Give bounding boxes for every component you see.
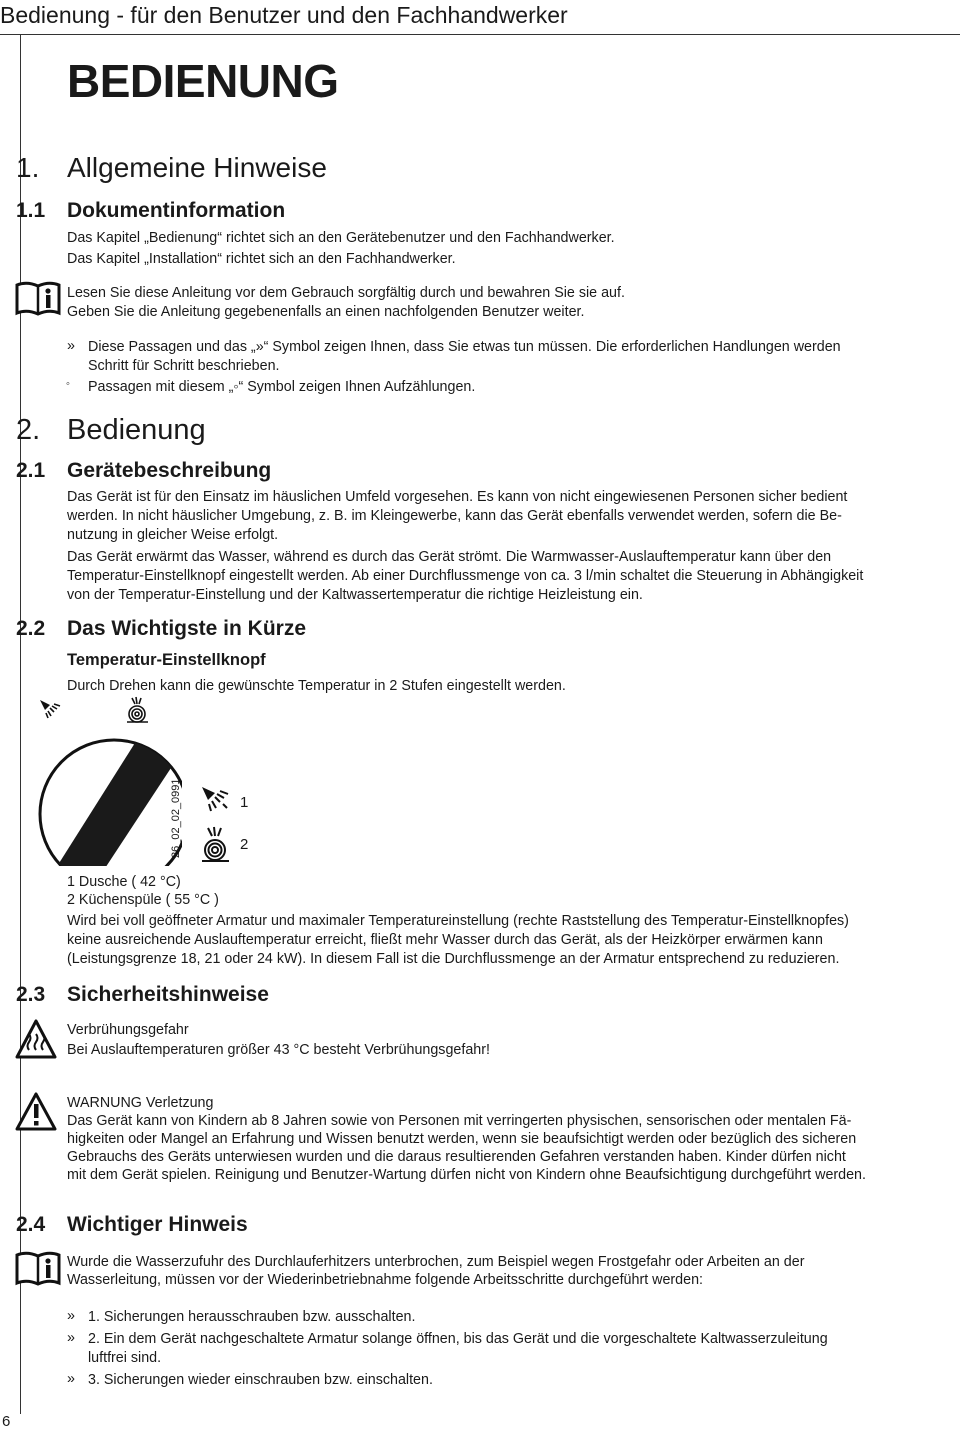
legend-item-1: 1 Dusche ( 42 °C) [67, 874, 181, 890]
knob-para-line-1: Wird bei voll geöffneter Armatur und maximaler Temperatureinstellung (rechte Raststellung des Temperatur-Einstellknopfes) [67, 913, 849, 929]
section-2-4-heading [16, 1213, 248, 1237]
bullet-1-line-1: Diese Passagen und das „»“ Symbol zeigen Ihnen, dass Sie etwas tun müssen. Die erforderlichen Handlungen werden [88, 339, 841, 355]
section-2-4-title: Wichtiger Hinweis [67, 1213, 248, 1236]
legend-number-1: 1 [240, 794, 249, 811]
step-1-mark: » [67, 1308, 75, 1324]
book-info-icon [15, 280, 61, 316]
section-2-4-number: 2.4 [16, 1213, 46, 1236]
legend-item-2: 2 Küchenspüle ( 55 °C ) [67, 892, 219, 908]
info-line-2: Geben Sie die Anleitung gegebenenfalls an einen nachfolgenden Benutzer weiter. [67, 304, 585, 320]
page-number: 6 [2, 1413, 11, 1430]
action-bullet-mark: » [67, 338, 75, 354]
section-1-title: Allgemeine Hinweise [67, 152, 327, 183]
section-2-3-heading [16, 983, 269, 1007]
injury-warning-title: WARNUNG Verletzung [67, 1095, 214, 1111]
figure-code: 26_02_02_0991 [170, 778, 182, 858]
step-3-mark: » [67, 1371, 75, 1387]
bullet-2-line: Passagen mit diesem „◦“ Symbol zeigen Ihnen Aufzählungen. [88, 379, 476, 395]
list-bullet-mark: ◦ [66, 378, 70, 390]
injury-warning-line-3: Gebrauchs des Geräts unterwiesen wurden und die daraus resultierenden Gefahren verstanden haben. Kinder dürfen nicht [67, 1149, 846, 1165]
section-2-1-number: 2.1 [16, 459, 46, 482]
device-para-2-line-3: von der Temperatur-Einstellung und der Kaltwassertemperatur die richtige Heizleistung ein. [67, 587, 643, 603]
legend-number-2: 2 [240, 836, 249, 853]
scald-warning-text: Bei Auslauftemperaturen größer 43 °C besteht Verbrühungsgefahr! [67, 1042, 490, 1058]
section-2-number: 2. [16, 414, 41, 446]
section-1-number: 1. [16, 152, 40, 183]
device-para-1-line-3: nutzung in gleicher Weise erfolgt. [67, 527, 279, 543]
section-2-2-number: 2.2 [16, 617, 46, 640]
scald-warning-title: Verbrühungsgefahr [67, 1022, 189, 1038]
important-note-line-2: Wasserleitung, müssen vor der Wiederinbetriebnahme folgende Arbeitsschritte durchgeführt werden: [67, 1272, 704, 1288]
section-2-1-title: Gerätebeschreibung [67, 459, 272, 482]
step-2-text-line-2: luftfrei sind. [88, 1350, 162, 1366]
book-info-icon-2 [15, 1250, 61, 1286]
knob-subtitle: Temperatur-Einstellknopf [67, 651, 266, 669]
section-2-2-heading [16, 617, 307, 641]
step-2-text-line-1: 2. Ein dem Gerät nachgeschaltete Armatur solange öffnen, bis das Gerät und die vorgeschaltete Kaltwasserzuleitung [88, 1331, 828, 1347]
section-2-title: Bedienung [67, 414, 206, 446]
exclamation-warning-icon [14, 1092, 58, 1132]
section-1-1-number: 1.1 [16, 199, 46, 222]
info-line-1: Lesen Sie diese Anleitung vor dem Gebrauch sorgfältig durch und bewahren Sie sie auf. [67, 285, 625, 301]
section-1-1-heading [16, 199, 286, 223]
header-title: Bedienung - für den Benutzer und den Fachhandwerker [0, 2, 568, 28]
section-1-1-title: Dokumentinformation [67, 199, 286, 222]
shower-icon [38, 698, 64, 720]
step-1-text: 1. Sicherungen herausschrauben bzw. ausschalten. [88, 1309, 416, 1325]
device-para-1-line-1: Das Gerät ist für den Einsatz im häuslichen Umfeld vorgesehen. Es kann von nicht eingewiesenen Personen sicher bedient [67, 489, 848, 505]
kitchen-sink-icon [124, 696, 150, 724]
section-2-1-heading [16, 459, 272, 483]
important-note-line-1: Wurde die Wasserzufuhr des Durchlauferhitzers unterbrochen, zum Beispiel wegen Frostgefahr oder Arbeiten an der [67, 1254, 805, 1270]
section-2-3-number: 2.3 [16, 983, 46, 1006]
section-2-2-title: Das Wichtigste in Kürze [67, 617, 307, 640]
legend-kitchen-sink-icon [198, 826, 232, 864]
main-title: BEDIENUNG [67, 55, 339, 107]
side-rule [20, 34, 21, 1414]
bullet-1-line-2: Schritt für Schritt beschrieben. [88, 358, 280, 374]
step-3-text: 3. Sicherungen wieder einschrauben bzw. einschalten. [88, 1372, 433, 1388]
injury-warning-line-2: higkeiten oder Mangel an Erfahrung und Wissen benutzt werden, wenn sie beaufsichtigt werden oder bezüglich des sicheren [67, 1131, 857, 1147]
hot-surface-warning-icon [14, 1018, 58, 1060]
knob-para-line-2: keine ausreichende Auslauftemperatur erreicht, fließt mehr Wasser durch das Gerät, als der Heizkörper erwärmen kann [67, 932, 823, 948]
section-2-heading [16, 414, 206, 447]
injury-warning-line-4: mit dem Gerät spielen. Reinigung und Benutzer-Wartung dürfen nicht von Kindern ohne Beaufsichtigung durchgeführt werden. [67, 1167, 866, 1183]
section-2-3-title: Sicherheitshinweise [67, 983, 269, 1006]
section-1-heading [16, 152, 327, 184]
knob-intro: Durch Drehen kann die gewünschte Temperatur in 2 Stufen eingestellt werden. [67, 678, 566, 694]
device-para-2-line-2: Temperatur-Einstellknopf eingestellt werden. Ab einer Durchflussmenge von ca. 3 l/min schaltet die Steuerung in Abhängigkeit [67, 568, 864, 584]
doc-info-line-2: Das Kapitel „Installation“ richtet sich an den Fachhandwerker. [67, 251, 456, 267]
legend-shower-icon [199, 784, 233, 814]
device-para-1-line-2: werden. In nicht häuslicher Umgebung, z. B. im Kleingewerbe, kann das Gerät ebenfalls verwendet werden, sofern die Be- [67, 508, 842, 524]
injury-warning-line-1: Das Gerät kann von Kindern ab 8 Jahren sowie von Personen mit verringerten physischen, sensorischen oder mentalen Fä- [67, 1113, 852, 1129]
device-para-2-line-1: Das Gerät erwärmt das Wasser, während es durch das Gerät strömt. Die Warmwasser-Auslauftemperatur kann über den [67, 549, 832, 565]
temperature-knob-figure [22, 696, 182, 871]
knob-para-line-3: (Leistungsgrenze 18, 21 oder 24 kW). In diesem Fall ist die Durchflussmenge an der Armatur entsprechend zu reduzieren. [67, 951, 840, 967]
header-rule [0, 34, 960, 35]
doc-info-line-1: Das Kapitel „Bedienung“ richtet sich an den Gerätebenutzer und den Fachhandwerker. [67, 230, 615, 246]
step-2-mark: » [67, 1330, 75, 1346]
